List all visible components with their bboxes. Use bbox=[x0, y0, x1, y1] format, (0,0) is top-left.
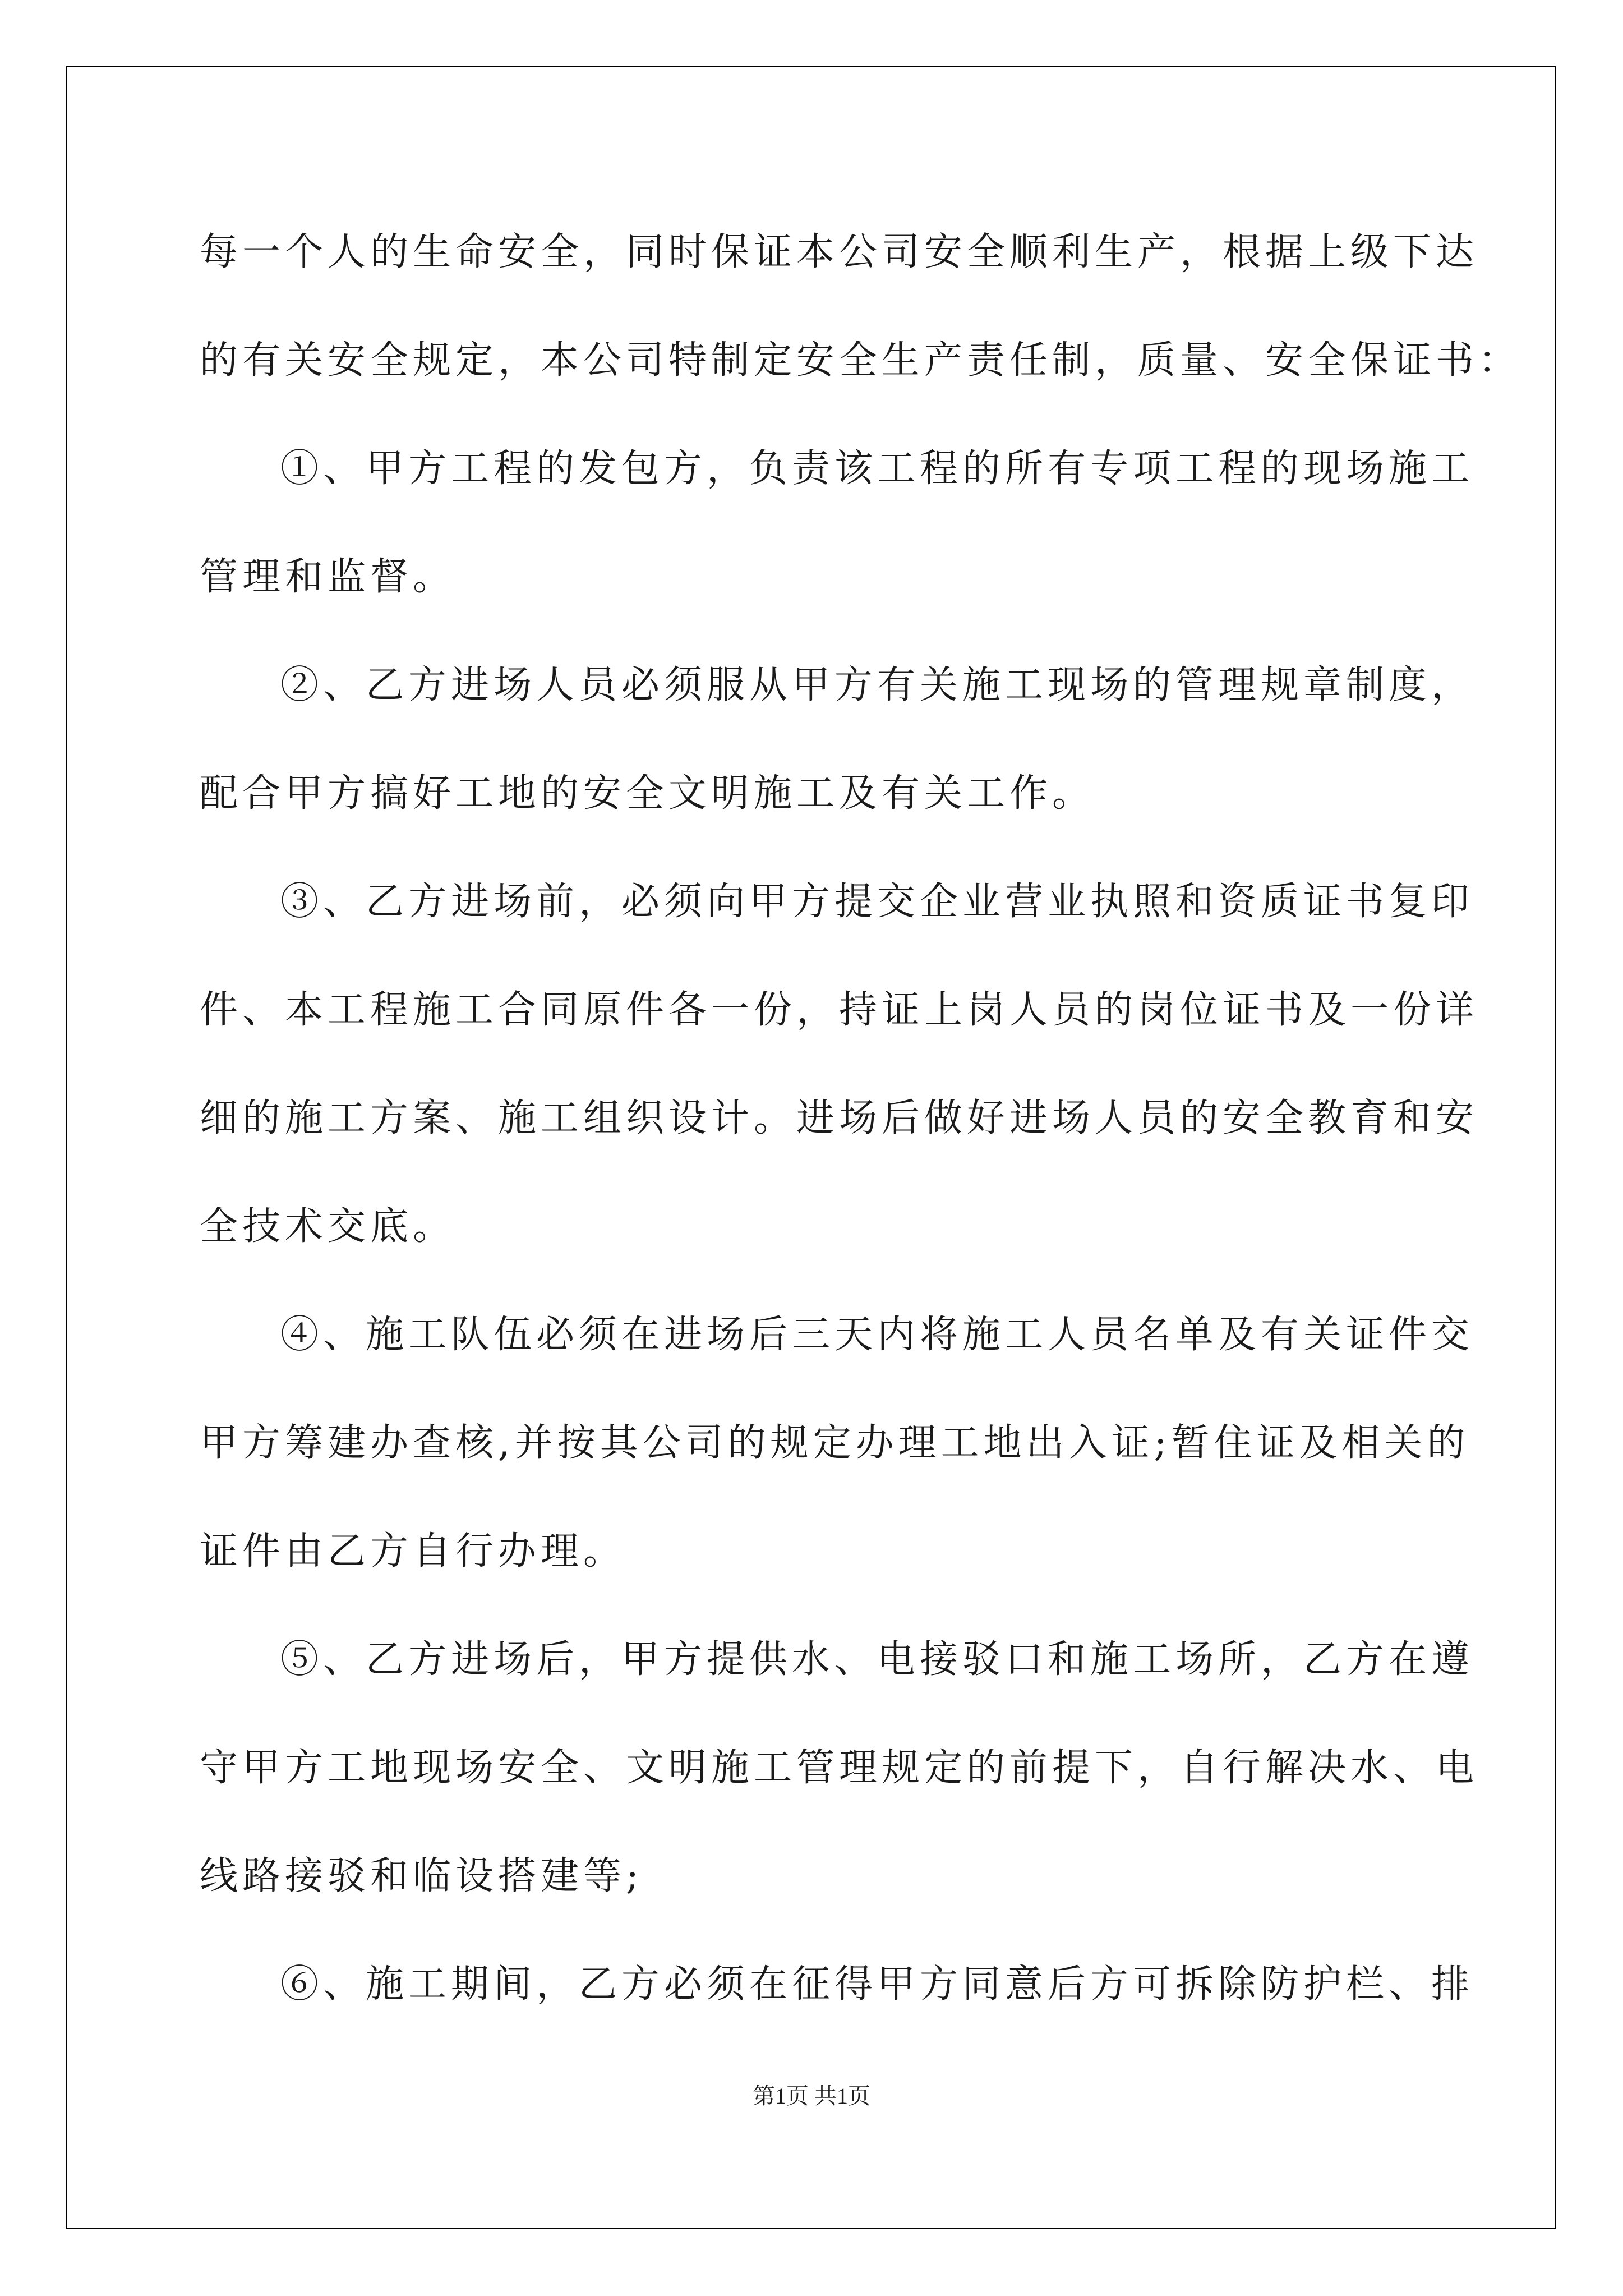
text-line: 管理和监督。 bbox=[200, 555, 456, 599]
text-line: 配合甲方搞好工地的安全文明施工及有关工作。 bbox=[200, 771, 1095, 816]
page-footer bbox=[0, 2082, 1623, 2110]
paragraph-start-line: ⑥、施工期间，乙方必须在征得甲方同意后方可拆除防护栏、排 bbox=[280, 1962, 1474, 2007]
paragraph-start-line: ①、甲方工程的发包方，负责该工程的所有专项工程的现场施工 bbox=[280, 447, 1474, 491]
paragraph-start-line: ④、施工队伍必须在进场后三天内将施工人员名单及有关证件交 bbox=[280, 1313, 1474, 1357]
text-line: 证件由乙方自行办理。 bbox=[200, 1529, 626, 1573]
page-border bbox=[66, 66, 1556, 2229]
text-line: 守甲方工地现场安全、文明施工管理规定的前提下，自行解决水、电 bbox=[200, 1746, 1479, 1790]
paragraph-start-line: ③、乙方进场前，必须向甲方提交企业营业执照和资质证书复印 bbox=[280, 880, 1474, 924]
text-line: 细的施工方案、施工组织设计。进场后做好进场人员的安全教育和安 bbox=[200, 1096, 1479, 1140]
text-line: 的有关安全规定，本公司特制定安全生产责任制，质量、安全保证书： bbox=[200, 338, 1521, 383]
paragraph-start-line: ②、乙方进场人员必须服从甲方有关施工现场的管理规章制度， bbox=[280, 663, 1474, 707]
text-line: 件、本工程施工合同原件各一份，持证上岗人员的岗位证书及一份详 bbox=[200, 988, 1479, 1032]
page-number-label: 第1页 共1页 bbox=[753, 2083, 870, 2109]
paragraph-start-line: ⑤、乙方进场后，甲方提供水、电接驳口和施工场所，乙方在遵 bbox=[280, 1637, 1474, 1682]
text-line: 线路接驳和临设搭建等; bbox=[200, 1854, 643, 1898]
text-line: 每一个人的生命安全，同时保证本公司安全顺利生产，根据上级下达 bbox=[200, 230, 1479, 274]
text-line: 全技术交底。 bbox=[200, 1204, 456, 1249]
text-line: 甲方筹建办查核,并按其公司的规定办理工地出入证;暂住证及相关的 bbox=[200, 1421, 1470, 1465]
